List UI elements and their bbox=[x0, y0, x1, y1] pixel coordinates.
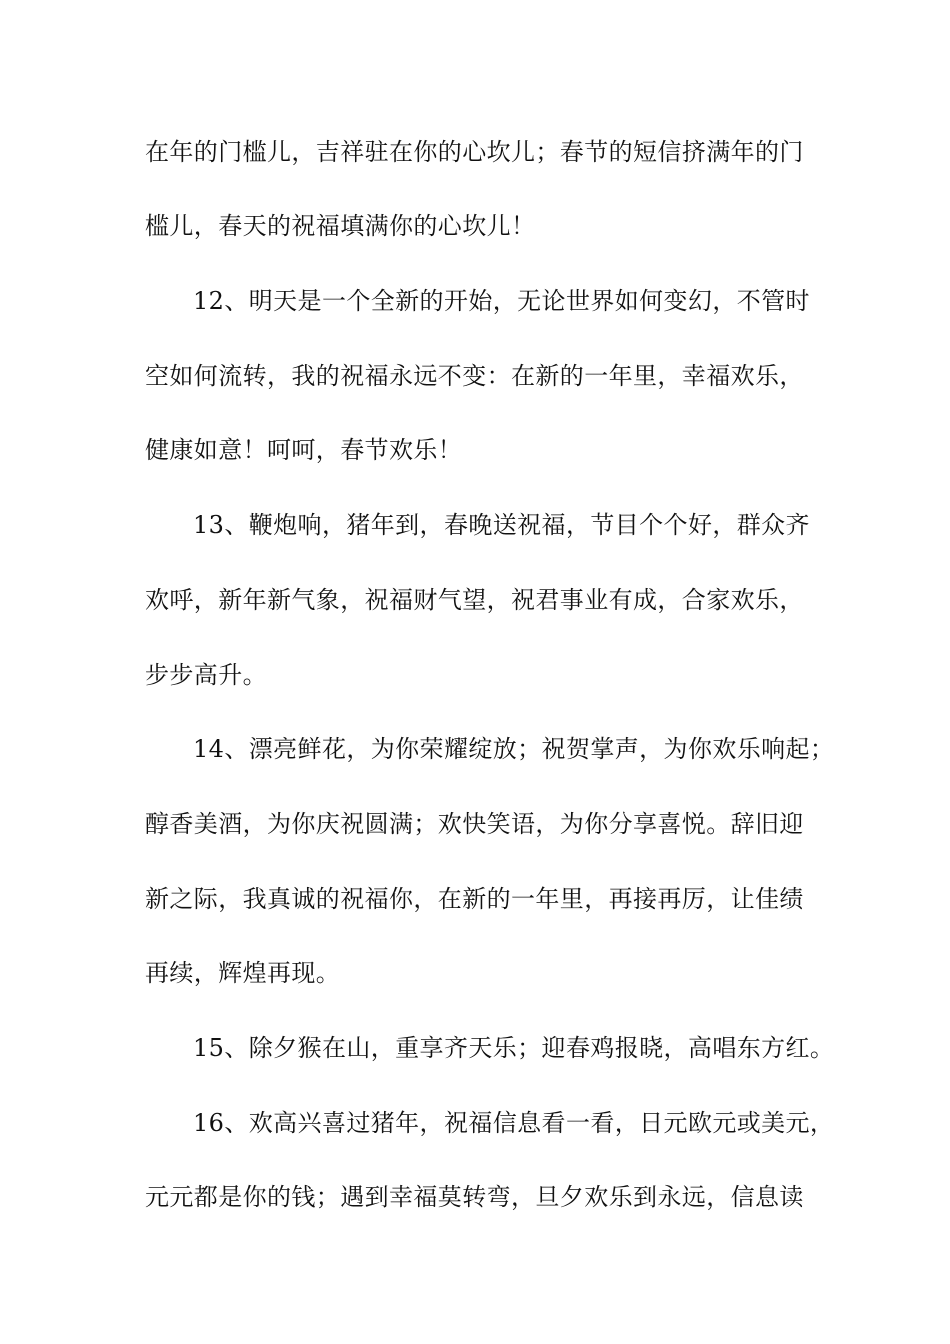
paragraph-15-start: 15、除夕猴在山，重享齐天乐；迎春鸡报晓，高唱东方红。 bbox=[193, 1034, 835, 1062]
text-line: 步步高升。 bbox=[145, 661, 267, 689]
text-line: 在年的门槛儿，吉祥驻在你的心坎儿；春节的短信挤满年的门 bbox=[145, 138, 804, 166]
text-line: 醇香美酒，为你庆祝圆满；欢快笑语，为你分享喜悦。辞旧迎 bbox=[145, 810, 804, 838]
text-line: 欢呼，新年新气象，祝福财气望，祝君事业有成，合家欢乐， bbox=[145, 586, 804, 614]
text-line: 元元都是你的钱；遇到幸福莫转弯，旦夕欢乐到永远，信息读 bbox=[145, 1183, 804, 1211]
paragraph-12-start: 12、明天是一个全新的开始，无论世界如何变幻，不管时 bbox=[193, 287, 810, 315]
text-line: 再续，辉煌再现。 bbox=[145, 959, 341, 987]
text-line: 槛儿，春天的祝福填满你的心坎儿！ bbox=[145, 212, 536, 240]
text-line: 空如何流转，我的祝福永远不变：在新的一年里，幸福欢乐， bbox=[145, 362, 804, 390]
paragraph-14-start: 14、漂亮鲜花，为你荣耀绽放；祝贺掌声，为你欢乐响起； bbox=[193, 735, 835, 763]
text-line: 健康如意！呵呵，春节欢乐！ bbox=[145, 436, 463, 464]
text-line: 新之际，我真诚的祝福你，在新的一年里，再接再厉，让佳绩 bbox=[145, 885, 804, 913]
paragraph-16-start: 16、欢高兴喜过猪年，祝福信息看一看，日元欧元或美元， bbox=[193, 1109, 835, 1137]
paragraph-13-start: 13、鞭炮响，猪年到，春晚送祝福，节目个个好，群众齐 bbox=[193, 511, 810, 539]
